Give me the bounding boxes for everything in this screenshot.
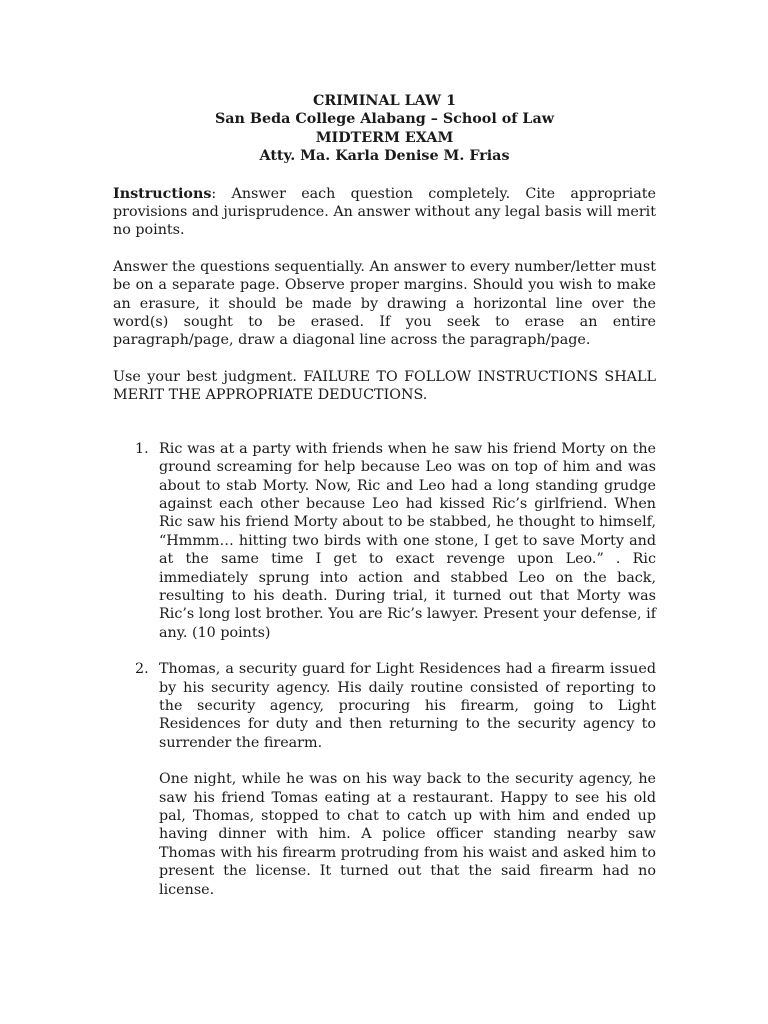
- question-item: [113, 660, 656, 899]
- course-title: CRIMINAL LAW 1: [312, 93, 457, 109]
- exam-header: [113, 92, 656, 166]
- question-text: Thomas, a security guard for Light Residences had a firearm issued by his security agency. His daily routine consisted of reporting to the security agency, procuring his firearm, going to Light Residences for duty and then returning to the security agency to surrender the firearm.: [159, 661, 656, 751]
- exam-page: [113, 92, 656, 917]
- school-name: San Beda College Alabang – School of Law: [214, 111, 555, 128]
- instructions-label: Instructions: [113, 185, 212, 202]
- instructions-paragraph: [113, 185, 656, 240]
- exam-title: MIDTERM EXAM: [315, 129, 454, 146]
- instructions-text: : Answer each question completely. Cite appropriate provisions and jurisprudence. An answer without any legal basis will merit no points.: [113, 185, 656, 239]
- question-text: Ric was at a party with friends when he saw his friend Morty on the ground screaming for help because Leo was on top of him and was about to stab Morty. Now, Ric and Leo had a long standing grudge against each other because Leo had kissed Ric’s girlfriend. When Ric saw his friend Morty about to be stabbed, he thought to himself, “Hmmm… hitting two birds with one stone, I get to save Morty and at the same time I get to exact revenge upon Leo.” . Ric immediately sprung into action and stabbed Leo on the back, resulting to his death. During trial, it turned out that Morty was Ric’s long lost brother. You are Ric’s lawyer. Present your defense, if any. (10 points): [159, 440, 656, 641]
- question-number: 2.: [135, 661, 149, 678]
- question-list: [113, 440, 656, 899]
- question-item: [113, 440, 656, 642]
- sequencing-paragraph: Answer the questions sequentially. An answer to every number/letter must be on a separate page. Observe proper margins. Should you wish to make an erasure, it should be made by drawing a horizontal line over the word(s) sought to be erased. If you seek to erase an entire paragraph/page, draw a diagonal line across the paragraph/page.: [113, 258, 656, 349]
- question-number: 1.: [135, 440, 149, 457]
- judgment-paragraph: Use your best judgment. FAILURE TO FOLLOW INSTRUCTIONS SHALL MERIT THE APPROPRIATE DEDUCTIONS.: [113, 368, 656, 404]
- instructor-name: Atty. Ma. Karla Denise M. Frias: [259, 148, 510, 165]
- question-text-continued: One night, while he was on his way back to the security agency, he saw his friend Tomas eating at a restaurant. Happy to see his old pal, Thomas, stopped to chat to catch up with him and ended up having dinner with him. A police officer standing nearby saw Thomas with his firearm protruding from his waist and asked him to present the license. It turned out that the said firearm had no license.: [159, 771, 656, 898]
